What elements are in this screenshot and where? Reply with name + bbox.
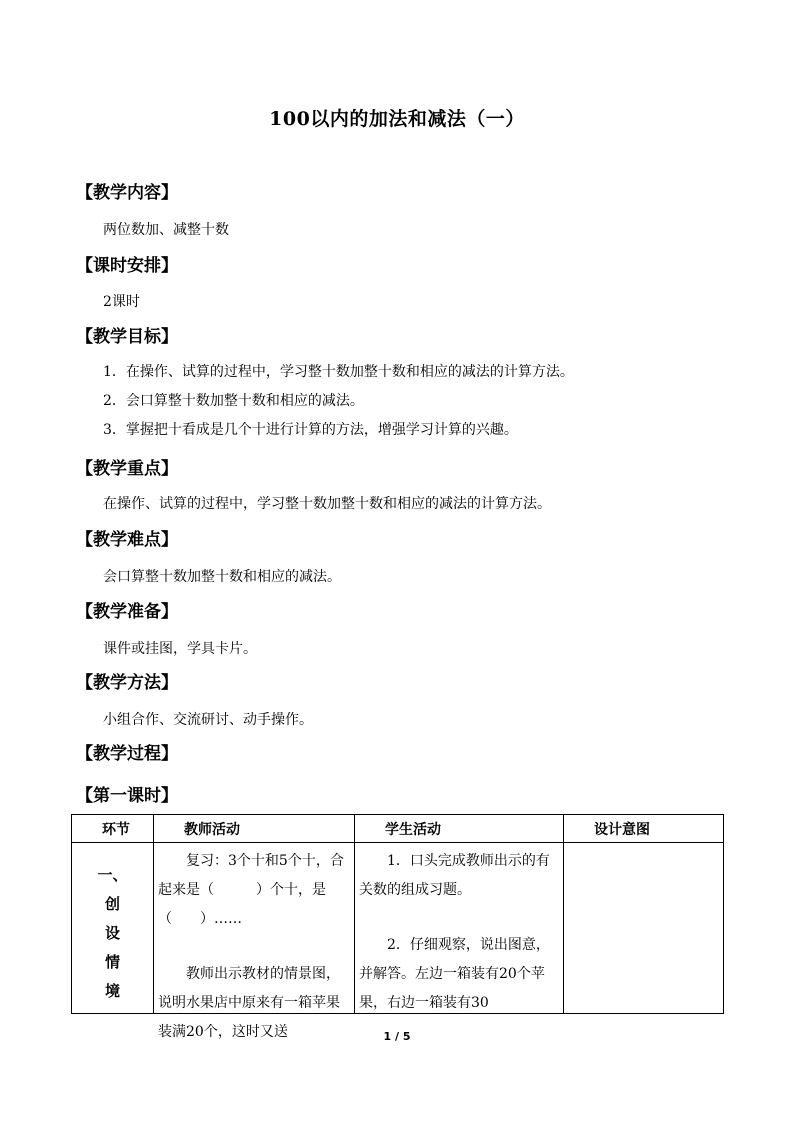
heading-schedule: 【课时安排】 bbox=[76, 256, 178, 276]
design-intent-cell bbox=[564, 843, 724, 1014]
document-title: 100以内的加法和减法（一） bbox=[269, 108, 525, 130]
student-activity-cell bbox=[355, 843, 564, 1014]
goals-list bbox=[103, 358, 574, 445]
header-design-intent: 设计意图 bbox=[564, 815, 724, 843]
schedule-text: 2课时 bbox=[103, 294, 140, 310]
heading-methods: 【教学方法】 bbox=[76, 673, 178, 693]
page-number: 1 / 5 bbox=[383, 1030, 411, 1043]
heading-process: 【教学过程】 bbox=[76, 744, 178, 764]
student-activity-text: 1．口头完成教师出示的有关数的组成习题。 bbox=[359, 853, 550, 898]
preparation-text: 课件或挂图，学具卡片。 bbox=[103, 641, 257, 657]
student-activity-text: 2．仔细观察，说出图意，并解答。左边一箱装有20个苹果，右边一箱装有30 bbox=[359, 937, 550, 1011]
stage-label: 设 bbox=[104, 924, 120, 942]
heading-difficulties: 【教学难点】 bbox=[76, 530, 178, 550]
goal-item: 3．掌握把十看成是几个十进行计算的方法，增强学习计算的兴趣。 bbox=[103, 422, 518, 438]
header-teacher-activity: 教师活动 bbox=[154, 815, 355, 843]
heading-teaching-content: 【教学内容】 bbox=[76, 183, 178, 203]
stage-label: 境 bbox=[104, 982, 120, 1000]
stage-label: 一、 bbox=[97, 866, 128, 884]
heading-lesson-1: 【第一课时】 bbox=[76, 786, 178, 806]
header-stage: 环节 bbox=[72, 815, 154, 843]
teacher-activity-text: 教师出示教材的情景图，说明水果店中原来有一箱苹果装满20个，这时又送 bbox=[158, 966, 340, 1040]
table-header-row bbox=[72, 815, 724, 843]
stage-label: 创 bbox=[104, 895, 120, 913]
difficulties-text: 会口算整十数加整十数和相应的减法。 bbox=[103, 569, 341, 585]
teacher-activity-cell bbox=[154, 843, 355, 1040]
stage-label: 情 bbox=[104, 953, 120, 971]
heading-preparation: 【教学准备】 bbox=[76, 602, 178, 622]
teaching-content-text: 两位数加、减整十数 bbox=[103, 222, 229, 238]
teacher-activity-text: 复习：3个十和5个十，合起来是（ ）个十，是（ ）…… bbox=[158, 853, 344, 927]
goal-item: 1．在操作、试算的过程中，学习整十数加整十数和相应的减法的计算方法。 bbox=[103, 364, 574, 380]
goal-item: 2．会口算整十数加整十数和相应的减法。 bbox=[103, 393, 364, 409]
table-row bbox=[72, 843, 724, 1014]
header-student-activity: 学生活动 bbox=[355, 815, 564, 843]
stage-cell bbox=[72, 843, 154, 1014]
key-points-text: 在操作、试算的过程中，学习整十数加整十数和相应的减法的计算方法。 bbox=[103, 496, 551, 512]
methods-text: 小组合作、交流研讨、动手操作。 bbox=[103, 712, 313, 728]
heading-key-points: 【教学重点】 bbox=[76, 459, 178, 479]
heading-goals: 【教学目标】 bbox=[76, 327, 178, 347]
